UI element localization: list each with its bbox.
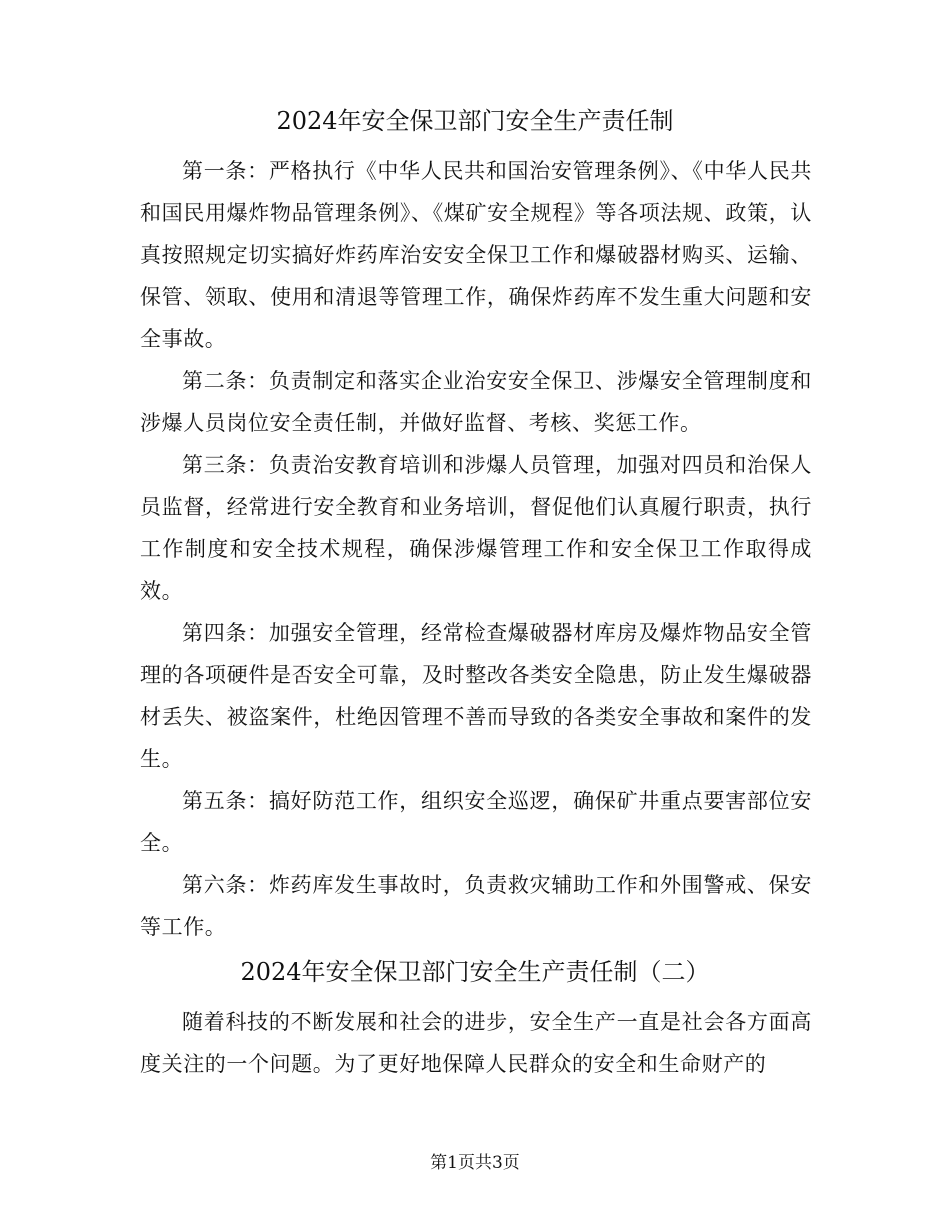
article-2-paragraph: 第二条：负责制定和落实企业治安安全保卫、涉爆安全管理制度和涉爆人员岗位安全责任制，并做好监督、考核、奖惩工作。 (140, 369, 812, 435)
document-title: 2024年安全保卫部门安全生产责任制 (276, 107, 674, 135)
section-2-title: 2024年安全保卫部门安全生产责任制（二） (240, 958, 710, 986)
page-number-footer: 第1页共3页 (430, 1153, 520, 1173)
article-6-paragraph: 第六条：炸药库发生事故时，负责救灾辅助工作和外围警戒、保安等工作。 (140, 873, 812, 939)
article-4-paragraph: 第四条：加强安全管理，经常检查爆破器材库房及爆炸物品安全管理的各项硬件是否安全可靠，及时整改各类安全隐患，防止发生爆破器材丢失、被盗案件，杜绝因管理不善而导致的各类安全事故和案件的发生。 (140, 621, 812, 771)
article-1-paragraph: 第一条：严格执行《中华人民共和国治安管理条例》、《中华人民共和国民用爆炸物品管理条例》、《煤矿安全规程》等各项法规、政策，认真按照规定切实搞好炸药库治安安全保卫工作和爆破器材购买、运输、保管、领取、使用和清退等管理工作，确保炸药库不发生重大问题和安全事故。 (140, 159, 812, 351)
section-1-body (140, 150, 812, 948)
section-2-body (140, 1001, 812, 1085)
article-5-paragraph: 第五条：搞好防范工作，组织安全巡逻，确保矿井重点要害部位安全。 (140, 789, 812, 855)
article-3-paragraph: 第三条：负责治安教育培训和涉爆人员管理，加强对四员和治保人员监督，经常进行安全教育和业务培训，督促他们认真履行职责，执行工作制度和安全技术规程，确保涉爆管理工作和安全保卫工作取得成效。 (140, 453, 812, 603)
section-2-intro-paragraph: 随着科技的不断发展和社会的进步，安全生产一直是社会各方面高度关注的一个问题。为了更好地保障人民群众的安全和生命财产的 (140, 1010, 812, 1076)
